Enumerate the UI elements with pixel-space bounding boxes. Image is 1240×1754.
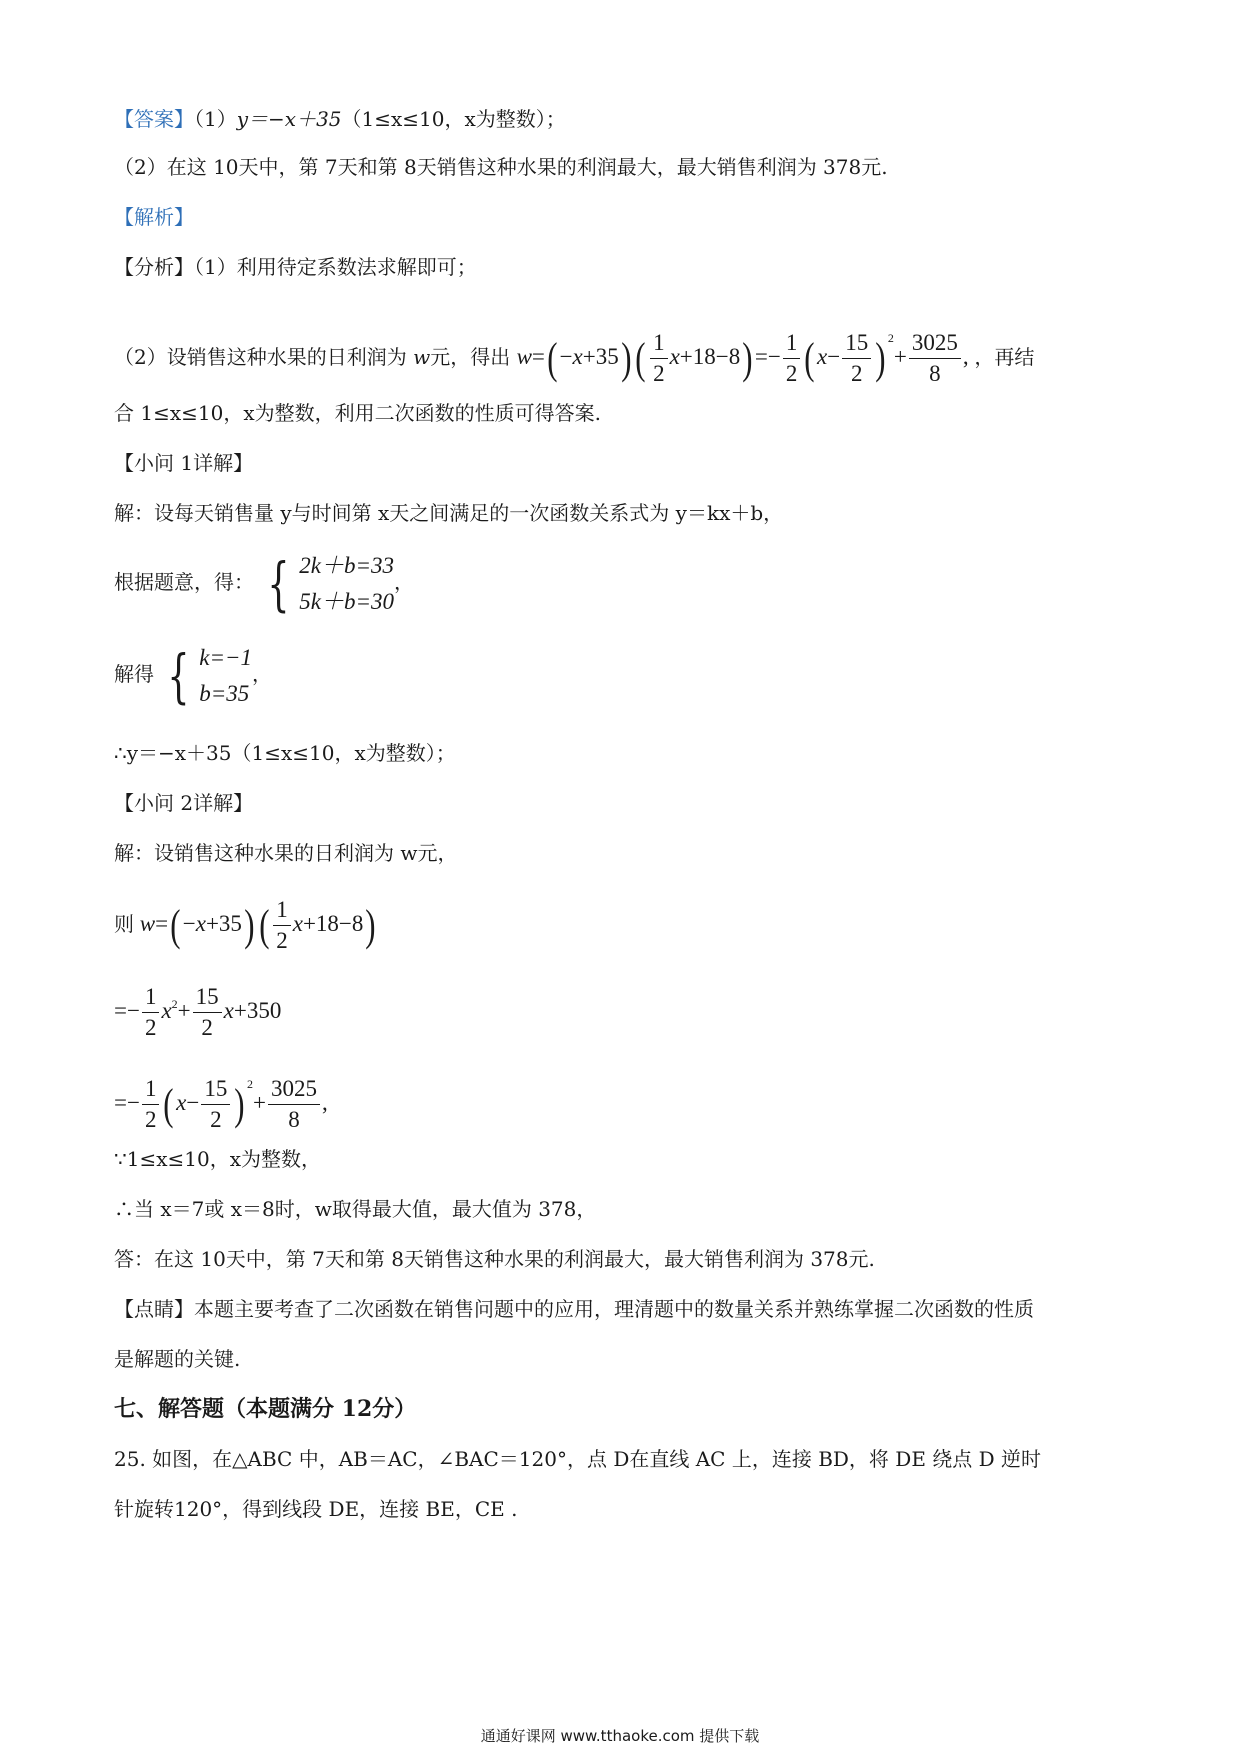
answer-tag: 【答案】 xyxy=(114,107,194,131)
sys1-row2: 5k＋b=30 xyxy=(299,588,394,614)
page-footer: 通通好课网 www.tthaoke.com 提供下载 xyxy=(480,1727,760,1745)
equation-system-2: { k=−1 b=35 xyxy=(167,641,253,710)
q2-ze: 则 xyxy=(114,912,134,936)
q2-formula-3: =− $\frac{1}{2}$ (x− $\frac{15}{2}$ ) $^2$+ $\frac{3025}{8}$ , xyxy=(114,1076,328,1133)
fenxi-line2-suffix: ，再结 xyxy=(974,345,1035,369)
sys1-row1: 2k＋b=33 xyxy=(299,552,394,578)
answer-part1-prefix: （1） xyxy=(194,107,237,131)
fenxi-line2-var: w xyxy=(413,345,431,369)
q1-system1-line: 根据题意，得： { 2k＋b=33 5k＋b=30 ， xyxy=(114,549,414,618)
problem25-line2: 针旋转120°，得到线段 DE，连接 BE，CE . xyxy=(114,1497,518,1521)
q1-line2-prefix: 根据题意，得： xyxy=(114,570,254,594)
q2-formula-1: 则 w=(−x+35)( $\frac{1}{2}$ x+18−8) xyxy=(114,897,376,954)
sys2-row2: b=35 xyxy=(199,680,250,706)
answer-line xyxy=(114,106,566,132)
answer-part1-eq: y＝−x＋35 xyxy=(236,107,342,131)
q1-title: 【小问 1详解】 xyxy=(114,451,254,475)
fenxi-line2-prefix: （2）设销售这种水果的日利润为 xyxy=(114,345,407,369)
q2-formula-2: =− $\frac{1}{2}$ $x^2+$ $\frac{15}{2}$ x+350 xyxy=(114,984,282,1041)
q2-therefore: ∴当 x＝7或 x＝8时，w取得最大值，最大值为 378， xyxy=(114,1197,597,1221)
fenxi-line3: 合 1≤x≤10，x为整数，利用二次函数的性质可得答案. xyxy=(114,401,601,425)
fenxi-line2 xyxy=(114,306,1034,389)
dianjing-line1: 【点睛】本题主要考查了二次函数在销售问题中的应用，理清题中的数量关系并熟练掌握二次函数的性质 xyxy=(114,1297,1034,1321)
q1-system2-line: 解得 { k=−1 b=35 ， xyxy=(114,641,273,710)
equation-system-1: { 2k＋b=33 5k＋b=30 xyxy=(267,549,394,618)
q2-title: 【小问 2详解】 xyxy=(114,791,254,815)
fenxi-line1: 【分析】（1）利用待定系数法求解即可； xyxy=(114,255,477,279)
analysis-tag: 【解析】 xyxy=(114,205,194,229)
answer-part1-cond: （1≤x≤10，x为整数）； xyxy=(341,107,566,131)
q2-because: ∵1≤x≤10，x为整数， xyxy=(114,1147,321,1171)
answer-part2: （2）在这 10天中，第 7天和第 8天销售这种水果的利润最大，最大销售利润为 378元. xyxy=(114,155,888,179)
section7-heading: 七、解答题（本题满分 12分） xyxy=(114,1396,417,1422)
q1-line3-prefix: 解得 xyxy=(114,662,154,686)
sys2-row1: k=−1 xyxy=(199,644,253,670)
q2-answer: 答：在这 10天中，第 7天和第 8天销售这种水果的利润最大，最大销售利润为 378元. xyxy=(114,1247,875,1271)
fenxi-formula: w=(−x+35)( $\frac{1}{2}$ x+18−8)=− $\frac{1}{2}$ (x− $\frac{15}{2}$ ) $^2$+ $\frac{3025}{8}$ , xyxy=(516,330,975,387)
q2-line1: 解：设销售这种水果的日利润为 w元， xyxy=(114,841,458,865)
q1-conclusion: ∴y＝−x＋35（1≤x≤10，x为整数）； xyxy=(114,741,456,765)
problem25-line1: 25. 如图，在△ABC 中，AB＝AC，∠BAC＝120°，点 D在直线 AC 上，连接 BD，将 DE 绕点 D 逆时 xyxy=(114,1447,1042,1471)
dianjing-line2: 是解题的关键. xyxy=(114,1347,241,1371)
fenxi-line2-mid: 元，得出 xyxy=(430,345,511,369)
q1-line1: 解：设每天销售量 y与时间第 x天之间满足的一次函数关系式为 y＝kx＋b， xyxy=(114,501,784,525)
